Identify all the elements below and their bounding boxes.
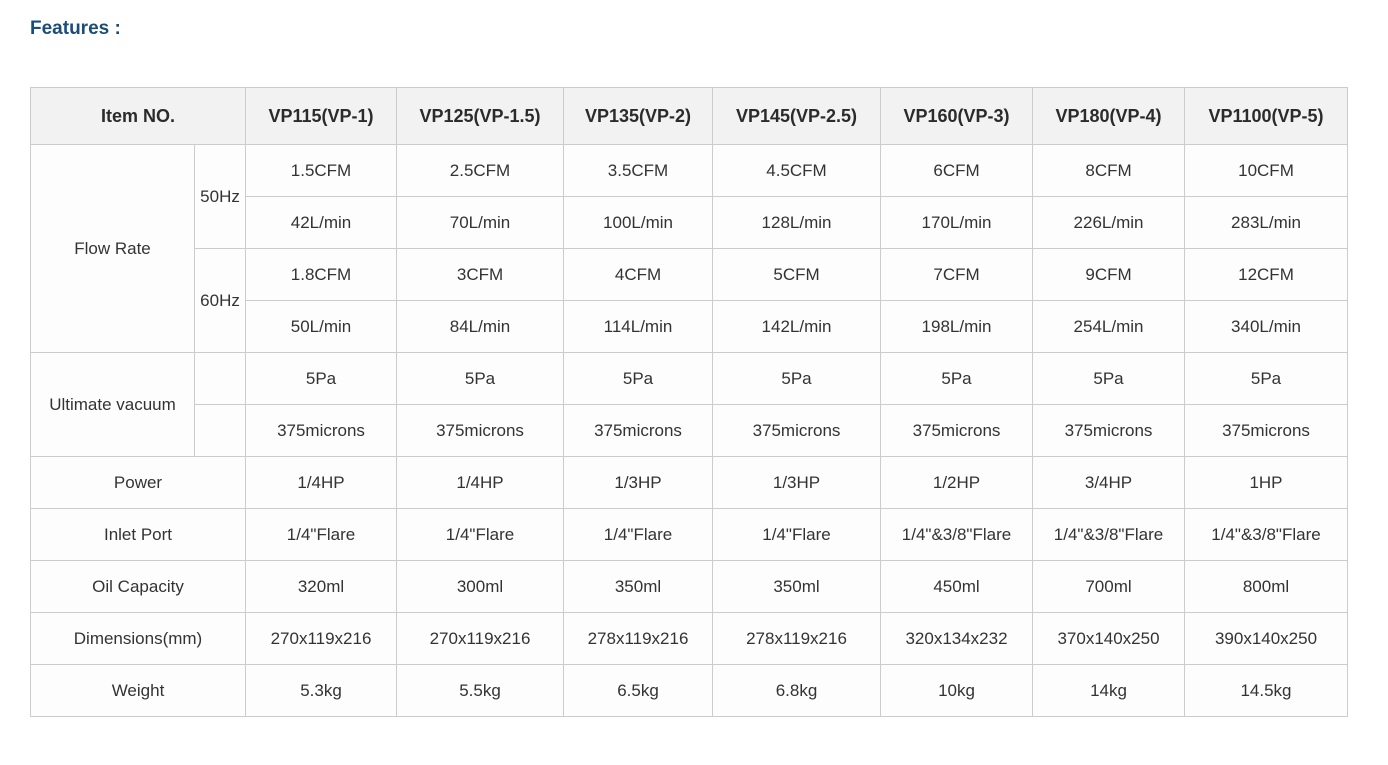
row-ultimate-vacuum-microns xyxy=(31,405,1348,457)
table-cell: 5Pa xyxy=(713,353,881,405)
table-cell: 1.8CFM xyxy=(246,249,397,301)
row-label-weight: Weight xyxy=(31,665,246,717)
table-cell: 375microns xyxy=(397,405,564,457)
table-cell: 5Pa xyxy=(881,353,1033,405)
header-model-vp180: VP180(VP-4) xyxy=(1033,88,1185,145)
header-item-no: Item NO. xyxy=(31,88,246,145)
table-cell: 9CFM xyxy=(1033,249,1185,301)
freq-label-60hz: 60Hz xyxy=(195,249,246,353)
row-dimensions xyxy=(31,613,1348,665)
table-cell: 6.5kg xyxy=(564,665,713,717)
table-cell: 283L/min xyxy=(1185,197,1348,249)
table-cell: 3.5CFM xyxy=(564,145,713,197)
table-cell: 1/3HP xyxy=(564,457,713,509)
table-cell: 300ml xyxy=(397,561,564,613)
table-cell: 1/4"Flare xyxy=(397,509,564,561)
table-cell: 320x134x232 xyxy=(881,613,1033,665)
table-cell: 142L/min xyxy=(713,301,881,353)
table-header-row xyxy=(31,88,1348,145)
row-oil-capacity xyxy=(31,561,1348,613)
row-label-dimensions: Dimensions(mm) xyxy=(31,613,246,665)
table-cell: 1/4"&3/8"Flare xyxy=(1033,509,1185,561)
header-model-vp115: VP115(VP-1) xyxy=(246,88,397,145)
table-cell: 1HP xyxy=(1185,457,1348,509)
table-cell: 4CFM xyxy=(564,249,713,301)
table-cell: 278x119x216 xyxy=(713,613,881,665)
table-cell: 42L/min xyxy=(246,197,397,249)
table-cell: 100L/min xyxy=(564,197,713,249)
table-cell: 198L/min xyxy=(881,301,1033,353)
table-cell: 375microns xyxy=(564,405,713,457)
table-cell: 350ml xyxy=(564,561,713,613)
table-cell: 5CFM xyxy=(713,249,881,301)
table-cell: 128L/min xyxy=(713,197,881,249)
empty-cell xyxy=(195,353,246,405)
freq-label-50hz: 50Hz xyxy=(195,145,246,249)
table-cell: 375microns xyxy=(713,405,881,457)
table-cell: 7CFM xyxy=(881,249,1033,301)
table-cell: 6CFM xyxy=(881,145,1033,197)
table-cell: 4.5CFM xyxy=(713,145,881,197)
table-cell: 1/4"&3/8"Flare xyxy=(1185,509,1348,561)
table-cell: 700ml xyxy=(1033,561,1185,613)
table-cell: 370x140x250 xyxy=(1033,613,1185,665)
table-cell: 3CFM xyxy=(397,249,564,301)
table-cell: 5Pa xyxy=(246,353,397,405)
table-cell: 3/4HP xyxy=(1033,457,1185,509)
table-cell: 10kg xyxy=(881,665,1033,717)
table-cell: 114L/min xyxy=(564,301,713,353)
header-model-vp125: VP125(VP-1.5) xyxy=(397,88,564,145)
spec-table xyxy=(30,87,1348,717)
table-cell: 12CFM xyxy=(1185,249,1348,301)
table-cell: 5.5kg xyxy=(397,665,564,717)
row-flow-rate-50hz-cfm xyxy=(31,145,1348,197)
table-cell: 375microns xyxy=(246,405,397,457)
table-cell: 5Pa xyxy=(397,353,564,405)
table-cell: 170L/min xyxy=(881,197,1033,249)
table-cell: 70L/min xyxy=(397,197,564,249)
table-cell: 1/4HP xyxy=(246,457,397,509)
table-cell: 1/3HP xyxy=(713,457,881,509)
row-weight xyxy=(31,665,1348,717)
table-cell: 375microns xyxy=(1033,405,1185,457)
row-flow-rate-60hz-cfm xyxy=(31,249,1348,301)
table-cell: 226L/min xyxy=(1033,197,1185,249)
table-cell: 1/4"Flare xyxy=(246,509,397,561)
table-cell: 340L/min xyxy=(1185,301,1348,353)
table-cell: 800ml xyxy=(1185,561,1348,613)
table-cell: 2.5CFM xyxy=(397,145,564,197)
table-cell: 390x140x250 xyxy=(1185,613,1348,665)
table-cell: 270x119x216 xyxy=(246,613,397,665)
row-label-oil-capacity: Oil Capacity xyxy=(31,561,246,613)
row-label-flow-rate: Flow Rate xyxy=(31,145,195,353)
table-cell: 14kg xyxy=(1033,665,1185,717)
table-cell: 1/4"Flare xyxy=(713,509,881,561)
row-ultimate-vacuum-pa xyxy=(31,353,1348,405)
table-cell: 5Pa xyxy=(1033,353,1185,405)
header-model-vp1100: VP1100(VP-5) xyxy=(1185,88,1348,145)
table-cell: 320ml xyxy=(246,561,397,613)
table-cell: 5.3kg xyxy=(246,665,397,717)
table-cell: 50L/min xyxy=(246,301,397,353)
table-cell: 14.5kg xyxy=(1185,665,1348,717)
table-cell: 375microns xyxy=(881,405,1033,457)
table-cell: 375microns xyxy=(1185,405,1348,457)
table-cell: 6.8kg xyxy=(713,665,881,717)
empty-cell xyxy=(195,405,246,457)
table-cell: 8CFM xyxy=(1033,145,1185,197)
table-cell: 450ml xyxy=(881,561,1033,613)
table-cell: 278x119x216 xyxy=(564,613,713,665)
table-cell: 350ml xyxy=(713,561,881,613)
table-cell: 1/4"Flare xyxy=(564,509,713,561)
table-cell: 1.5CFM xyxy=(246,145,397,197)
header-model-vp135: VP135(VP-2) xyxy=(564,88,713,145)
page-title: Features : xyxy=(30,18,121,39)
row-label-ultimate-vacuum: Ultimate vacuum xyxy=(31,353,195,457)
table-cell: 254L/min xyxy=(1033,301,1185,353)
table-cell: 10CFM xyxy=(1185,145,1348,197)
table-cell: 5Pa xyxy=(564,353,713,405)
table-cell: 1/4"&3/8"Flare xyxy=(881,509,1033,561)
header-model-vp145: VP145(VP-2.5) xyxy=(713,88,881,145)
table-cell: 1/4HP xyxy=(397,457,564,509)
table-cell: 270x119x216 xyxy=(397,613,564,665)
table-cell: 1/2HP xyxy=(881,457,1033,509)
row-label-inlet-port: Inlet Port xyxy=(31,509,246,561)
table-cell: 84L/min xyxy=(397,301,564,353)
row-label-power: Power xyxy=(31,457,246,509)
header-model-vp160: VP160(VP-3) xyxy=(881,88,1033,145)
table-cell: 5Pa xyxy=(1185,353,1348,405)
row-inlet-port xyxy=(31,509,1348,561)
row-power xyxy=(31,457,1348,509)
